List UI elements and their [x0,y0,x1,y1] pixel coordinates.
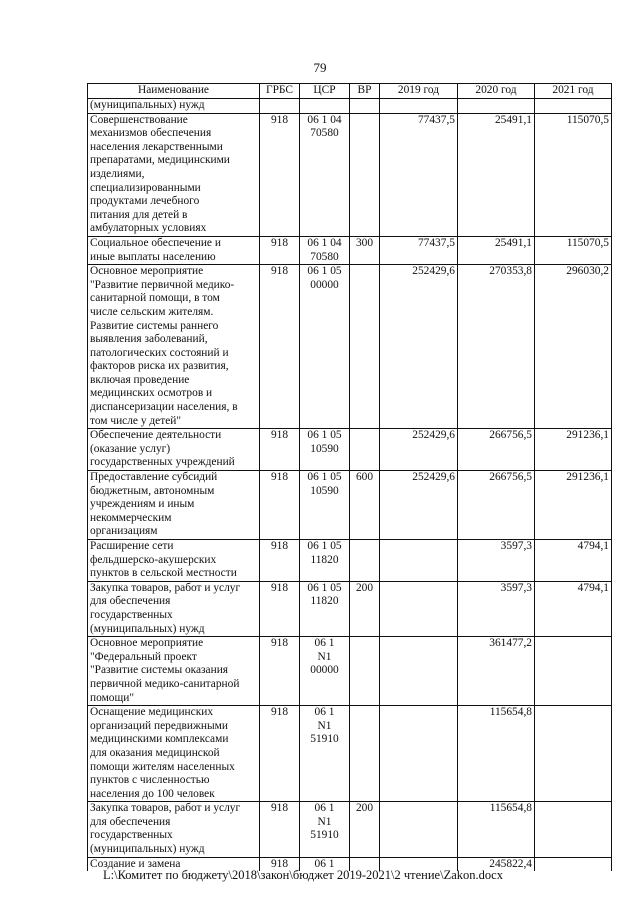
row-name: Расширение сети фельдшерско-акушерских пунктов в сельской местности [88,540,260,582]
table-row [88,706,612,802]
table-row [88,581,612,636]
table-row [88,236,612,264]
row-csr [300,99,350,114]
row-csr: 06 1 N1 00000 [300,637,350,706]
table-row [88,429,612,471]
row-2021: 115070,5 [535,113,612,236]
row-2019 [380,581,458,636]
row-name: Создание и замена [88,857,260,871]
row-2021: 291236,1 [535,471,612,540]
column-header-2020: 2020 год [458,84,535,99]
table-row [88,471,612,540]
row-2020: 115654,8 [458,706,535,802]
row-csr: 06 1 04 70580 [300,236,350,264]
row-name: Обеспечение деятельности (оказание услуг) государственных учреждений [88,429,260,471]
row-grbs: 918 [260,637,300,706]
row-2019 [380,637,458,706]
row-2019: 252429,6 [380,471,458,540]
row-csr: 06 1 [300,857,350,871]
row-grbs: 918 [260,540,300,582]
row-2020: 245822,4 [458,857,535,871]
row-2019 [380,802,458,857]
row-2021 [535,802,612,857]
row-vr [350,113,380,236]
row-grbs: 918 [260,265,300,429]
row-vr [350,265,380,429]
row-vr: 200 [350,802,380,857]
table-header-row [88,84,612,99]
row-2020: 115654,8 [458,802,535,857]
column-header-grbs: ГРБС [260,84,300,99]
document-path-footer: L:\Комитет по бюджету\2018\закон\бюджет 2019-2021\2 чтение\Zakon.docx [103,868,503,882]
row-name: Закупка товаров, работ и услуг для обеспечения государственных (муниципальных) нужд [88,802,260,857]
row-2021: 4794,1 [535,540,612,582]
row-vr [350,429,380,471]
table-row [88,637,612,706]
table-row [88,265,612,429]
row-2019: 252429,6 [380,429,458,471]
row-name: Оснащение медицинских организаций передвижными медицинскими комплексами для оказания медицинской помощи жителям населенных пунктов с численностью населения до 100 человек [88,706,260,802]
column-header-vr: ВР [350,84,380,99]
row-csr: 06 1 05 10590 [300,471,350,540]
row-grbs: 918 [260,857,300,871]
row-2021 [535,99,612,114]
row-2019: 252429,6 [380,265,458,429]
row-vr [350,706,380,802]
row-2021: 291236,1 [535,429,612,471]
row-2021 [535,706,612,802]
row-2020: 3597,3 [458,581,535,636]
row-2021 [535,637,612,706]
row-name: Основное мероприятие "Федеральный проект "Развитие системы оказания первичной медико-санитарной помощи" [88,637,260,706]
row-vr [350,637,380,706]
row-vr [350,540,380,582]
row-csr: 06 1 04 70580 [300,113,350,236]
page-number: 79 [313,60,327,75]
row-grbs: 918 [260,706,300,802]
row-vr: 300 [350,236,380,264]
row-grbs: 918 [260,471,300,540]
row-2019 [380,706,458,802]
row-grbs: 918 [260,429,300,471]
row-name: (муниципальных) нужд [88,99,260,114]
row-2020: 25491,1 [458,113,535,236]
row-2020: 270353,8 [458,265,535,429]
row-2020: 266756,5 [458,471,535,540]
row-2020: 25491,1 [458,236,535,264]
budget-table [87,83,612,871]
row-csr: 06 1 N1 51910 [300,706,350,802]
row-2019 [380,540,458,582]
table-row [88,113,612,236]
row-vr [350,99,380,114]
row-grbs: 918 [260,802,300,857]
column-header-2019: 2019 год [380,84,458,99]
table-row [88,99,612,114]
row-vr: 200 [350,581,380,636]
table-row [88,802,612,857]
row-grbs [260,99,300,114]
row-2021: 4794,1 [535,581,612,636]
row-2021: 296030,2 [535,265,612,429]
column-header-2021: 2021 год [535,84,612,99]
row-2019 [380,99,458,114]
row-name: Совершенствование механизмов обеспечения населения лекарственными препаратами, медицинскими изделиями, специализированными продуктами лечебного питания для детей в амбулаторных условиях [88,113,260,236]
row-grbs: 918 [260,581,300,636]
column-header-csr: ЦСР [300,84,350,99]
row-name: Закупка товаров, работ и услуг для обеспечения государственных (муниципальных) нужд [88,581,260,636]
table-row [88,540,612,582]
row-csr: 06 1 N1 51910 [300,802,350,857]
row-vr: 600 [350,471,380,540]
row-2019: 77437,5 [380,113,458,236]
row-csr: 06 1 05 11820 [300,540,350,582]
row-2020 [458,99,535,114]
row-csr: 06 1 05 11820 [300,581,350,636]
row-csr: 06 1 05 10590 [300,429,350,471]
row-2020: 3597,3 [458,540,535,582]
row-name: Предоставление субсидий бюджетным, автономным учреждениям и иным некоммерческим организациям [88,471,260,540]
row-2020: 361477,2 [458,637,535,706]
row-2021: 115070,5 [535,236,612,264]
row-grbs: 918 [260,236,300,264]
row-2019: 77437,5 [380,236,458,264]
row-2020: 266756,5 [458,429,535,471]
row-grbs: 918 [260,113,300,236]
row-csr: 06 1 05 00000 [300,265,350,429]
row-2021 [535,857,612,871]
row-name: Основное мероприятие "Развитие первичной медико- санитарной помощи, в том числе сельским жителям. Развитие системы раннего выявления заболеваний, патологических состояний и факторов риска их развития, включая проведение медицинских осмотров и диспансеризации населения, в том числе у детей" [88,265,260,429]
row-name: Социальное обеспечение и иные выплаты населению [88,236,260,264]
column-header-name: Наименование [88,84,260,99]
